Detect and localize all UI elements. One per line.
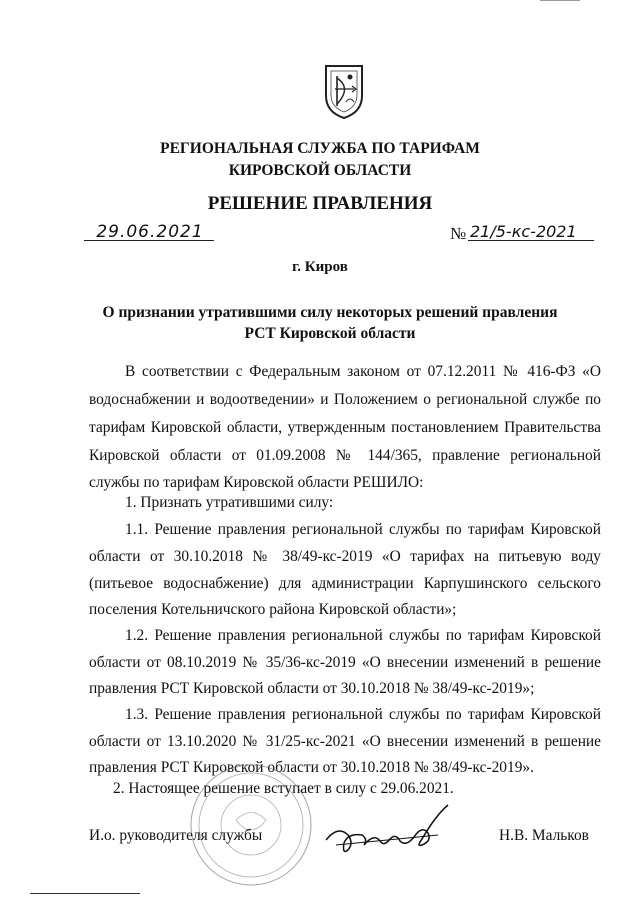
- item-1-2-line: правления РСТ Кировской области от 30.10.2018 № 38/49-кс-2019»;: [89, 680, 535, 697]
- intro-line: водоснабжении и водоотведении» и Положением о региональной службе по: [89, 391, 601, 408]
- org-name-line2: КИРОВСКОЙ ОБЛАСТИ: [228, 162, 412, 179]
- subject-line1: О признании утратившими силу некоторых решений правления: [102, 304, 558, 321]
- intro-line: службы по тарифам Кировской области РЕШИЛО:: [89, 474, 424, 491]
- coat-of-arms-icon: [322, 62, 366, 120]
- item-1-3-line: правления РСТ Кировской области от 30.10.2018 № 38/49-кс-2019».: [89, 759, 534, 776]
- item-1: 1. Признать утратившими силу:: [125, 494, 334, 511]
- item-1-2-line: области от 08.10.2019 № 35/36-кс-2019 «О внесении изменений в решение: [89, 654, 601, 671]
- item-1-3-line: 1.3. Решение правления региональной службы по тарифам Кировской: [125, 706, 601, 723]
- official-stamp-icon: [186, 760, 316, 890]
- item-1-1-line: (питьевое водоснабжение) для администрации Карпушинского сельского: [89, 575, 601, 592]
- item-1-2-line: 1.2. Решение правления региональной службы по тарифам Кировской: [125, 627, 601, 644]
- signatory-name: Н.В. Мальков: [499, 827, 589, 844]
- item-1-1-line: поселения Котельничского района Кировской области»;: [89, 601, 457, 618]
- item-1-3-line: области от 13.10.2020 № 31/25-кс-2021 «О внесении изменений в решение: [89, 733, 601, 750]
- document-title: РЕШЕНИЕ ПРАВЛЕНИЯ: [207, 193, 433, 214]
- decision-number: 21/5-кс-2021: [470, 222, 577, 241]
- item-1-1-line: 1.1. Решение правления региональной службы по тарифам Кировской: [125, 521, 601, 538]
- number-underline: [468, 240, 594, 241]
- item-1-1-line: области от 30.10.2018 № 38/49-кс-2019 «О тарифах на питьевую воду: [89, 548, 601, 565]
- date-underline: [84, 240, 214, 241]
- org-name-line1: РЕГИОНАЛЬНАЯ СЛУЖБА ПО ТАРИФАМ: [160, 140, 480, 157]
- signatory-position: И.о. руководителя службы: [89, 827, 263, 844]
- number-label: №: [450, 224, 467, 243]
- city: г. Киров: [292, 259, 348, 275]
- decision-date: 29.06.2021: [96, 222, 204, 242]
- subject-line2: РСТ Кировской области: [244, 325, 416, 342]
- intro-line: Кировской области от 01.09.2008 № 144/365, правление региональной: [89, 447, 601, 464]
- intro-line: В соответствии с Федеральным законом от 07.12.2011 № 416-ФЗ «О: [125, 363, 601, 380]
- footer-rule: [30, 893, 140, 894]
- item-2: 2. Настоящее решение вступает в силу с 29.06.2021.: [113, 780, 454, 797]
- scan-corner-mark: [540, 0, 580, 1]
- handwritten-signature-icon: [318, 795, 458, 865]
- intro-line: тарифам Кировской области, утвержденным постановлением Правительства: [89, 419, 601, 436]
